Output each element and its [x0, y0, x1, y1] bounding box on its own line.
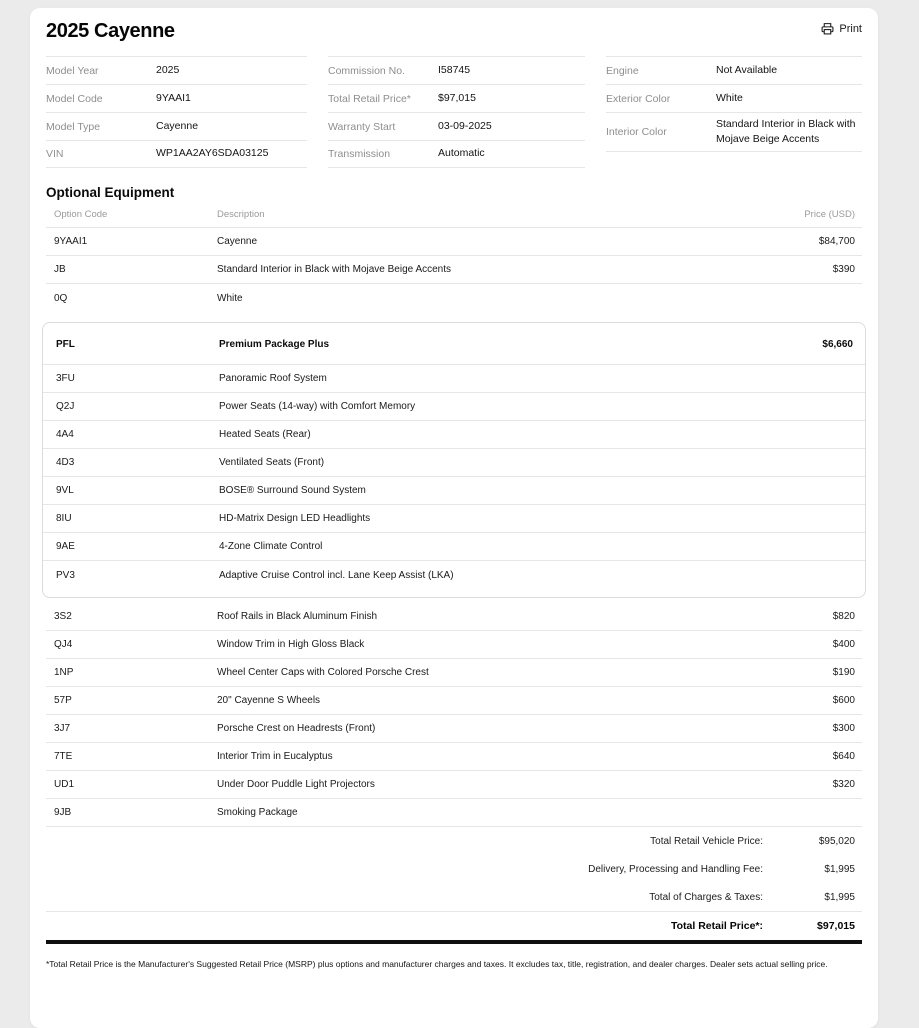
- table-row: [46, 799, 862, 827]
- option-description: Adaptive Cruise Control incl. Lane Keep Assist (LKA): [219, 569, 454, 581]
- option-price: $300: [832, 723, 855, 734]
- charges-taxes-row: [46, 883, 862, 911]
- table-row: [43, 393, 865, 421]
- option-description: Under Door Puddle Light Projectors: [217, 779, 375, 790]
- info-label: Engine: [606, 64, 639, 77]
- info-label: Commission No.: [328, 64, 406, 77]
- info-row-interior-color: [606, 112, 862, 152]
- totals-value: $1,995: [824, 891, 855, 903]
- option-code: 57P: [54, 695, 72, 706]
- info-label: Model Type: [46, 120, 101, 133]
- table-row: [46, 659, 862, 687]
- info-label: Warranty Start: [328, 120, 396, 133]
- table-row: [43, 365, 865, 393]
- option-code: 3FU: [56, 373, 75, 384]
- table-row: [43, 449, 865, 477]
- option-description: Panoramic Roof System: [219, 373, 327, 384]
- option-description: 4-Zone Climate Control: [219, 541, 323, 552]
- vehicle-info-grid: [46, 56, 862, 168]
- printer-icon: [821, 22, 834, 35]
- option-code: 0Q: [54, 292, 68, 304]
- option-price: $640: [832, 751, 855, 762]
- totals-value: $1,995: [824, 863, 855, 875]
- optional-equipment-title: Optional Equipment: [46, 185, 175, 200]
- option-price: $84,700: [818, 236, 855, 247]
- price-disclaimer-footnote: *Total Retail Price is the Manufacturer's Suggested Retail Price (MSRP) plus options and manufacturer charges and taxes. It excludes tax, title, registration, and dealer charges. Dealer sets actual selling price.: [46, 959, 828, 969]
- totals-label: Total of Charges & Taxes:: [649, 891, 763, 903]
- vehicle-info-column-1: [46, 56, 307, 168]
- option-price: $600: [832, 695, 855, 706]
- table-row: [43, 533, 865, 561]
- package-header-row: [43, 325, 865, 365]
- info-label: Transmission: [328, 148, 391, 160]
- option-price: $390: [832, 264, 855, 275]
- option-description: 20" Cayenne S Wheels: [217, 695, 321, 706]
- info-row-model-code: [46, 84, 307, 112]
- option-price: $6,660: [822, 339, 853, 350]
- option-price: $320: [832, 779, 855, 790]
- table-row: [46, 228, 862, 256]
- info-value: Standard Interior in Black with Mojave Beige Accents: [716, 118, 856, 146]
- option-code: 1NP: [54, 667, 74, 678]
- info-row-model-year: [46, 56, 307, 84]
- info-value: Automatic: [438, 147, 485, 160]
- info-value: 9YAAI1: [156, 91, 191, 104]
- option-code: 4D3: [56, 457, 75, 468]
- totals-label: Total Retail Vehicle Price:: [650, 835, 763, 847]
- option-description: Wheel Center Caps with Colored Porsche Crest: [217, 667, 429, 678]
- table-row: [43, 477, 865, 505]
- option-code: Q2J: [56, 401, 75, 412]
- info-label: Total Retail Price*: [328, 92, 411, 105]
- option-price: $400: [832, 639, 855, 650]
- table-row: [46, 284, 862, 312]
- info-label: Model Code: [46, 92, 103, 105]
- option-code: QJ4: [54, 639, 73, 650]
- header-price: Price (USD): [804, 209, 855, 220]
- option-code: 9VL: [56, 485, 74, 496]
- table-row: [46, 603, 862, 631]
- info-label: Model Year: [46, 64, 99, 77]
- equipment-table-header: [46, 202, 862, 228]
- table-row: [46, 743, 862, 771]
- info-value: WP1AA2AY6SDA03125: [156, 147, 269, 160]
- option-description: Heated Seats (Rear): [219, 429, 311, 440]
- table-row: [46, 771, 862, 799]
- grand-total-label: Total Retail Price*:: [671, 919, 763, 932]
- totals-section: [46, 827, 862, 939]
- info-value: Not Available: [716, 63, 778, 76]
- option-description: Interior Trim in Eucalyptus: [217, 751, 333, 762]
- option-description: Roof Rails in Black Aluminum Finish: [217, 611, 378, 622]
- info-label: Exterior Color: [606, 92, 671, 105]
- header-option-code: Option Code: [54, 209, 108, 220]
- table-row: [46, 631, 862, 659]
- print-button-label: Print: [839, 22, 862, 35]
- info-row-exterior-color: [606, 84, 862, 112]
- table-row: [43, 505, 865, 533]
- option-code: 3S2: [54, 611, 72, 622]
- option-code: 9AE: [56, 541, 75, 552]
- option-description: Cayenne: [217, 236, 258, 247]
- table-row: [46, 715, 862, 743]
- option-code: 4A4: [56, 429, 74, 440]
- option-description: Power Seats (14-way) with Comfort Memory: [219, 401, 416, 412]
- page-title: 2025 Cayenne: [46, 20, 175, 42]
- info-row-commission-no: [328, 56, 585, 84]
- table-row: [43, 421, 865, 449]
- option-code: PFL: [56, 339, 75, 350]
- option-code: 3J7: [54, 723, 71, 734]
- info-row-engine: [606, 56, 862, 84]
- info-label: Interior Color: [606, 126, 667, 139]
- total-divider-bar: [46, 940, 862, 944]
- table-row: [46, 687, 862, 715]
- info-value: 03-09-2025: [438, 119, 492, 132]
- option-description: BOSE® Surround Sound System: [219, 485, 366, 496]
- table-row: [46, 256, 862, 284]
- option-price: $820: [832, 611, 855, 622]
- info-value: 2025: [156, 63, 180, 76]
- info-row-vin: [46, 140, 307, 168]
- grand-total-value: $97,015: [817, 919, 855, 932]
- option-code: 9YAAI1: [54, 236, 88, 247]
- option-description: HD-Matrix Design LED Headlights: [219, 513, 371, 524]
- option-code: PV3: [56, 569, 75, 581]
- total-retail-vehicle-price-row: [46, 827, 862, 855]
- info-value: $97,015: [438, 91, 476, 104]
- option-code: JB: [54, 264, 66, 275]
- option-description: Premium Package Plus: [219, 339, 330, 350]
- equipment-rows-after-package: [46, 603, 862, 827]
- option-description: Ventilated Seats (Front): [219, 457, 325, 468]
- option-description: Window Trim in High Gloss Black: [217, 639, 365, 650]
- option-description: Smoking Package: [217, 807, 298, 818]
- info-row-warranty-start: [328, 112, 585, 140]
- vehicle-info-column-2: [328, 56, 585, 168]
- vehicle-info-column-3: [606, 56, 862, 152]
- option-price: $190: [832, 667, 855, 678]
- premium-package-group: [42, 322, 866, 598]
- delivery-fee-row: [46, 855, 862, 883]
- option-description: White: [217, 292, 243, 304]
- equipment-rows-before-package: [46, 228, 862, 312]
- info-value: I58745: [438, 63, 471, 76]
- table-row: [43, 561, 865, 589]
- option-code: 8IU: [56, 513, 72, 524]
- option-code: UD1: [54, 779, 75, 790]
- grand-total-row: [46, 911, 862, 939]
- info-row-total-retail-price: [328, 84, 585, 112]
- option-description: Standard Interior in Black with Mojave Beige Accents: [217, 264, 452, 275]
- option-description: Porsche Crest on Headrests (Front): [217, 723, 376, 734]
- option-code: 7TE: [54, 751, 73, 762]
- totals-value: $95,020: [818, 835, 855, 847]
- info-label: VIN: [46, 148, 64, 160]
- info-value: Cayenne: [156, 119, 199, 132]
- header-description: Description: [217, 209, 265, 220]
- info-value: White: [716, 91, 743, 104]
- option-code: 9JB: [54, 807, 72, 818]
- info-row-transmission: [328, 140, 585, 168]
- totals-label: Delivery, Processing and Handling Fee:: [588, 863, 763, 875]
- vehicle-sticker-card: [30, 8, 878, 1028]
- print-button[interactable]: [821, 22, 862, 35]
- card-header: [46, 20, 862, 56]
- info-row-model-type: [46, 112, 307, 140]
